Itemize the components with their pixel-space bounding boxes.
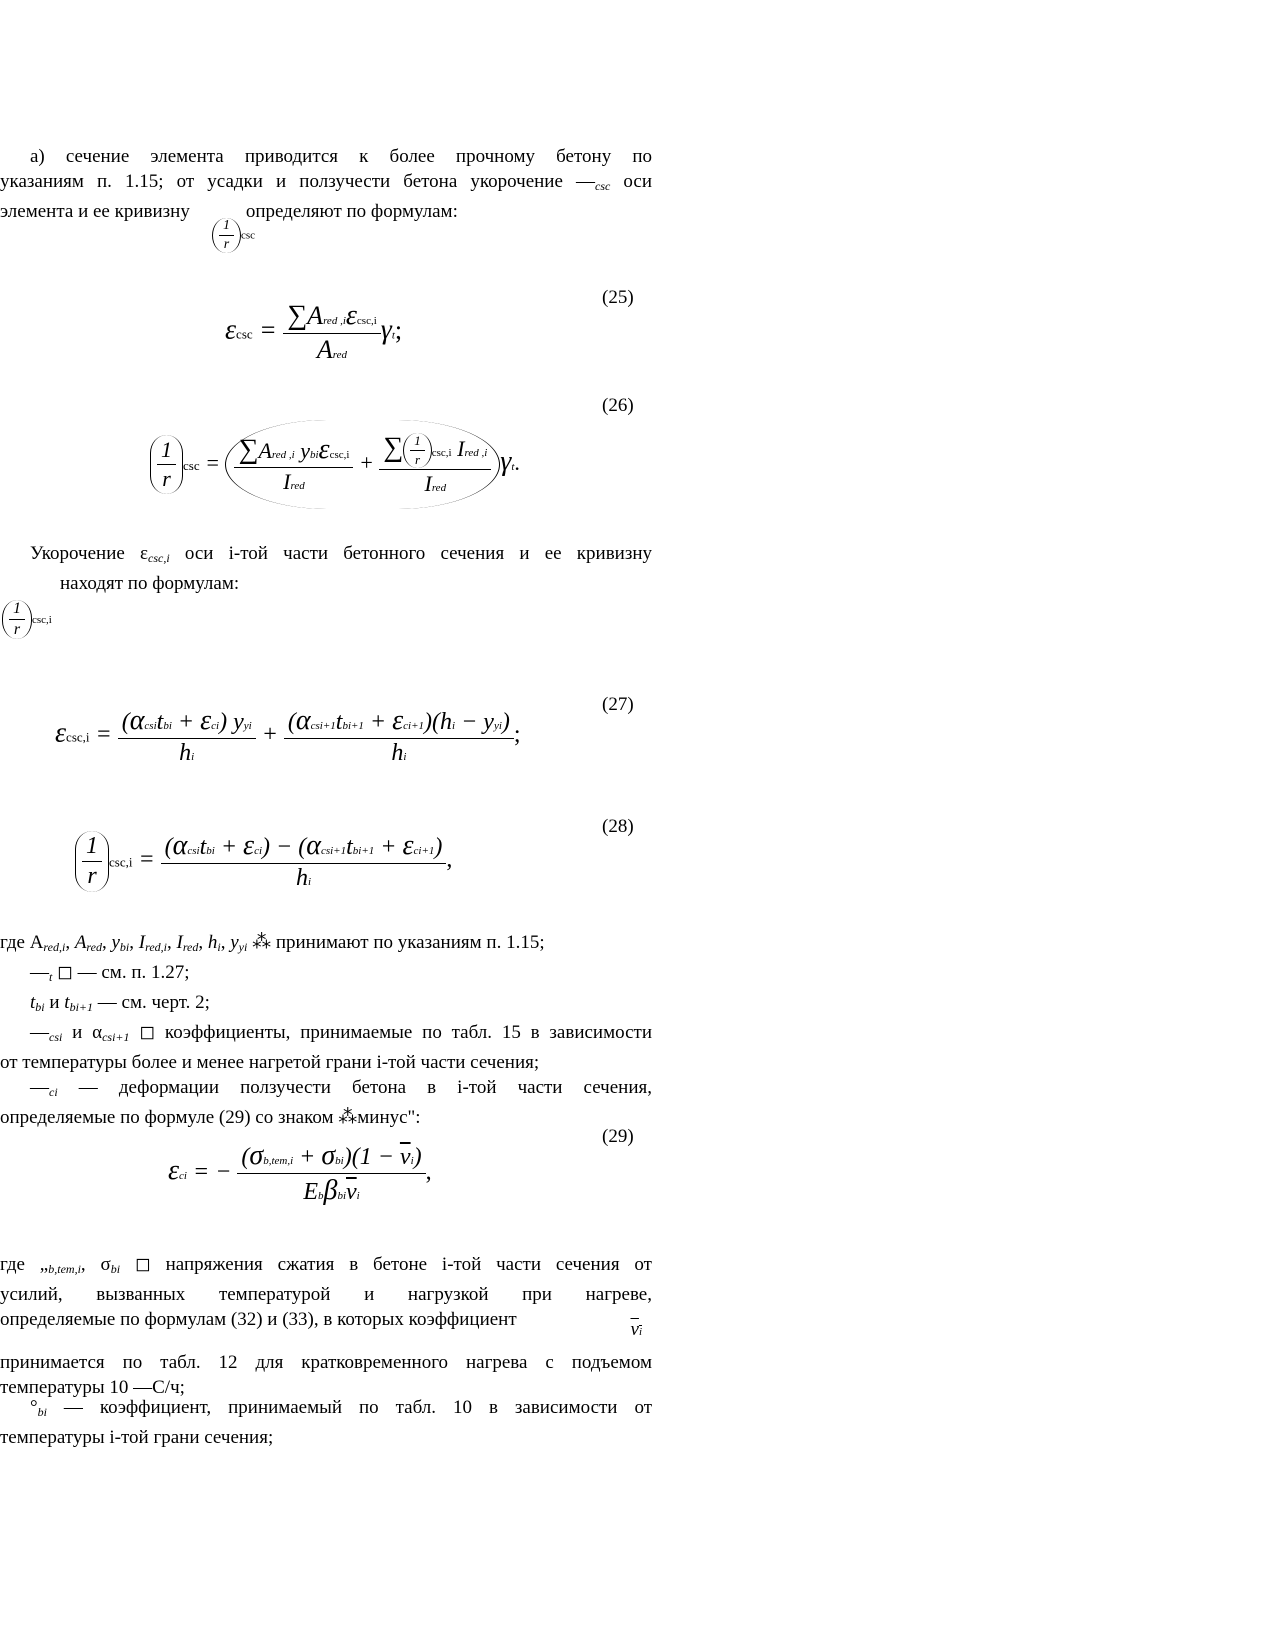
text-line: определяемые по формулам (32) и (33), в которых коэффициент νi bbox=[0, 1309, 642, 1340]
equation-28: $\frac{1}{r}$ csc,i = $\frac{\text{(αcsitbi + εci) − (αcsi+1tbi+1 + εci+1)}}{hi}$ , bbox=[75, 830, 452, 892]
text-line: а) сечение элемента приводится к более прочному бетону по bbox=[30, 146, 652, 167]
text-line: $t_{bi}$ и $t_{bi+1}$ — см. черт. 2; bbox=[30, 992, 210, 1014]
text-line: элемента и ее кривизну определяют по формулам: bbox=[0, 201, 458, 222]
equation-number-27: (27) bbox=[602, 694, 634, 715]
equation-26: $\frac{1}{r}$ csc = $\frac{\text{∑Ared ,i ybiεcsc,i}}{\text{Ired}}$ + ∑ $\frac{1}{r}$ csc,i Ired ,i Ired γt. bbox=[150, 420, 520, 509]
text-line: усилий, вызванных температурой и нагрузкой при нагреве, bbox=[0, 1284, 652, 1305]
equation-25: εcsc = $\frac{\text{∑Ared ,iεcsc,i}}{\text{Ared}}$ γt; bbox=[225, 300, 403, 364]
text-line: где $A_{red,i}$, $A_{red}$, $y_{bi}$, $I_{red,i}$, $I_{red}$, $h_i$, $y_{yi}$ ⁂ принимают по указаниям п. 1.15; bbox=[0, 932, 545, 954]
paragraph-shortening bbox=[0, 541, 652, 596]
definitions-block bbox=[0, 930, 652, 1130]
text-line: указаниям п. 1.15; от усадки и ползучести бетона укорочение $—_{csc}$ оси bbox=[0, 171, 652, 193]
text-line: $^\circ_{bi}$ — коэффициент, принимаемый по табл. 10 в зависимости от bbox=[30, 1397, 652, 1419]
paragraph-intro bbox=[0, 144, 652, 224]
equation-number-26: (26) bbox=[602, 395, 634, 416]
text-line: определяемые по формуле (29) со знаком ⁂минус": bbox=[0, 1107, 421, 1128]
equation-number-28: (28) bbox=[602, 816, 634, 837]
text-line: принимается по табл. 12 для кратковременного нагрева с подъемом bbox=[0, 1352, 652, 1373]
paragraph-stresses bbox=[0, 1252, 652, 1400]
curvature-symbol-csci: $\frac{1}{r}$ csc,i bbox=[2, 600, 52, 639]
text-line: от температуры более и менее нагретой грани i-той части сечения; bbox=[0, 1052, 540, 1073]
text-line: где $„_{b,tem,i}$, $\sigma_{bi}$ ◻ напряжения сжатия в бетоне i-той части сечения от bbox=[0, 1254, 652, 1276]
text-line: $—_t$ ◻ — см. п. 1.27; bbox=[30, 962, 190, 984]
curvature-symbol-csc: $\frac{1}{r}$ csc bbox=[212, 218, 255, 253]
text-line: Укорочение $\varepsilon_{csc,i}$ оси i-той части бетонного сечения и ее кривизну bbox=[30, 543, 653, 565]
text-line: находят по формулам: bbox=[60, 573, 240, 594]
equation-29: εci = − $\frac{(\sigma b,tem,i + \sigma bi)(1 - \overline{\nu}i)}{Eb\beta bi\overline{\nu}i}$ , bbox=[168, 1140, 432, 1206]
equation-number-25: (25) bbox=[602, 287, 634, 308]
equation-27: εcsc,i = $\frac{\text{(αcsitbi + εci) yyi}}{hi}$ + $\frac{\text{(αcsi+1tbi+1 + εci+1)(hi − yyi)}}{hi}$ ; bbox=[55, 705, 521, 766]
equation-number-29: (29) bbox=[602, 1126, 634, 1147]
text-line: температуры 10 —С/ч; bbox=[0, 1377, 185, 1398]
text-line: температуры i-той грани сечения; bbox=[0, 1427, 274, 1448]
text-line: $—_{ci}$ — деформации ползучести бетона в i-той части сечения, bbox=[30, 1077, 652, 1099]
text-line: $—_{csi}$ и $\alpha_{csi+1}$ ◻ коэффициенты, принимаемые по табл. 15 в зависимости bbox=[30, 1022, 653, 1044]
paragraph-coefficient bbox=[0, 1395, 652, 1450]
